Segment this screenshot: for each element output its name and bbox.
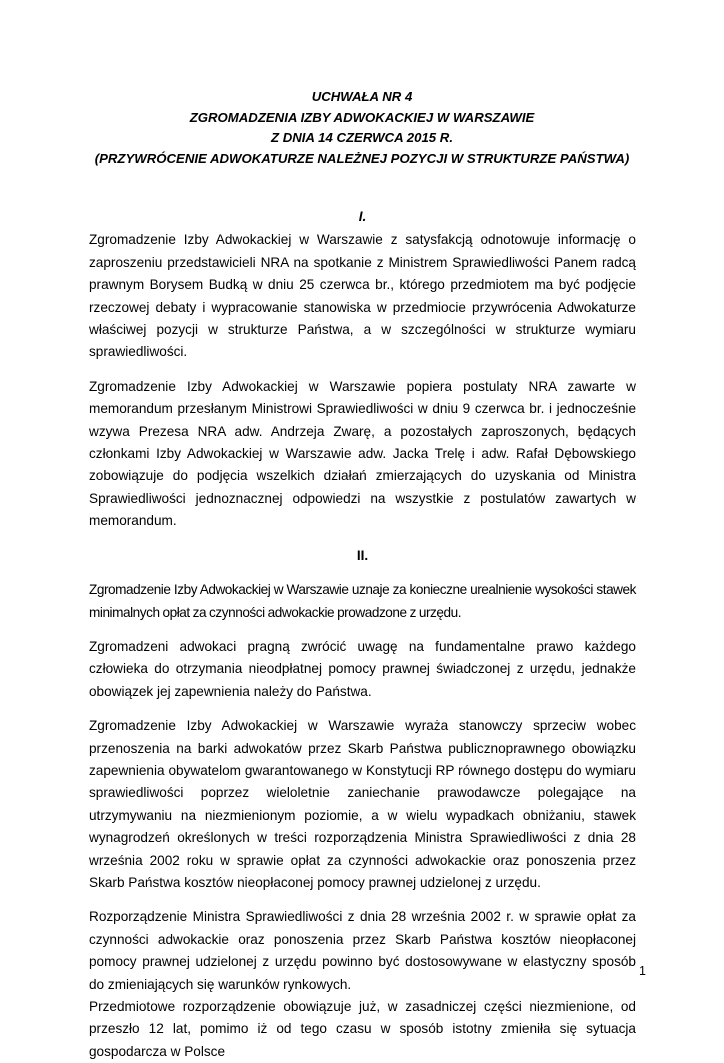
section-1-heading: I. [358, 209, 367, 224]
section-1-paragraph-2: Zgromadzenie Izby Adwokackiej w Warszawie popiera postulaty NRA zawarte w memorandum przesłanym Ministrowi Sprawiedliwości w dniu 9 czerwca br. i jednocześnie wzywa Prezesa NRA adw. Andrzeja Zwarę, a pozostałych zaproszonych, będących członkami Izby Adwokackiej w Warszawie adw. Jacka Trelę i adw. Rafał Dębowskiego zobowiązuje do podjęcia wszelkich działań zmierzających do uzyskania od Ministra Sprawiedliwości jednoznacznej odpowiedzi na wszystkie z postulatów zawartych w memorandum. [89, 378, 636, 529]
page-number: 1 [639, 964, 646, 978]
section-2-paragraph-3: Zgromadzenie Izby Adwokackiej w Warszawie wyraża stanowczy sprzeciw wobec przenoszenia na barki adwokatów przez Skarb Państwa publicznoprawnego obowiązku zapewnienia obywatelom gwarantowanego w Konstytucji RP równego dostępu do wymiaru sprawiedliwości poprzez wieloletnie zaniechanie prawodawcze polegające na utrzymywaniu na niezmienionym poziomie, a w wielu wypadkach obniżaniu, stawek wynagrodzeń określonych w treści rozporządzenia Ministra Sprawiedliwości z dnia 28 września 2002 roku w sprawie opłat za czynności adwokackie oraz ponoszenia przez Skarb Państwa kosztów nieopłaconej pomocy prawnej udzielonej z urzędu. [89, 718, 636, 890]
section-2-paragraph-2: Zgromadzeni adwokaci pragną zwrócić uwagę na fundamentalne prawo każdego człowieka do otrzymania nieodpłatnej pomocy prawnej świadczonej z urzędu, jednakże obowiązek jej zapewnienia należy do Państwa. [89, 638, 636, 699]
section-2-paragraph-5: Przedmiotowe rozporządzenie obowiązuje już, w zasadniczej części niezmienione, od przeszło 12 lat, pomimo iż od tego czasu w sposób istotny zmieniła się sytuacja gospodarcza w Polsce [89, 999, 636, 1059]
document-body [89, 206, 636, 1063]
title-line-1: UCHWAŁA NR 4 [311, 89, 413, 104]
section-2-heading: II. [356, 547, 369, 563]
title-line-4: (PRZYWRÓCENIE ADWOKATURZE NALEŻNEJ POZYCJI W STRUKTURZE PAŃSTWA) [94, 150, 630, 166]
resolution-title [60, 87, 664, 169]
section-2-paragraph-4: Rozporządzenie Ministra Sprawiedliwości z dnia 28 września 2002 r. w sprawie opłat za czynności adwokackie oraz ponoszenia przez Skarb Państwa kosztów nieopłaconej pomocy prawnej udzielonej z urzędu powinno być dostosowywane w elastyczny sposób do zmieniających się warunków rynkowych. [89, 909, 636, 992]
title-line-2: ZGROMADZENIA IZBY ADWOKACKIEJ W WARSZAWIE [189, 109, 535, 125]
section-2-paragraph-1: Zgromadzenie Izby Adwokackiej w Warszawie uznaje za konieczne urealnienie wysokości stawek minimalnych opłat za czynności adwokackie prowadzone z urzędu. [89, 582, 636, 620]
title-line-3: Z DNIA 14 CZERWCA 2015 R. [271, 130, 453, 145]
section-1-paragraph-1: Zgromadzenie Izby Adwokackiej w Warszawie z satysfakcją odnotowuje informację o zaproszeniu przedstawicieli NRA na spotkanie z Ministrem Sprawiedliwości Panem radcą prawnym Borysem Budką w dniu 25 czerwca br., którego przedmiotem ma być podjęcie rzeczowej debaty i wypracowanie stanowiska w przedmiocie przywrócenia Adwokaturze właściwej pozycji w strukturze Państwa, a w szczególności w strukturze wymiaru sprawiedliwości. [89, 232, 636, 360]
